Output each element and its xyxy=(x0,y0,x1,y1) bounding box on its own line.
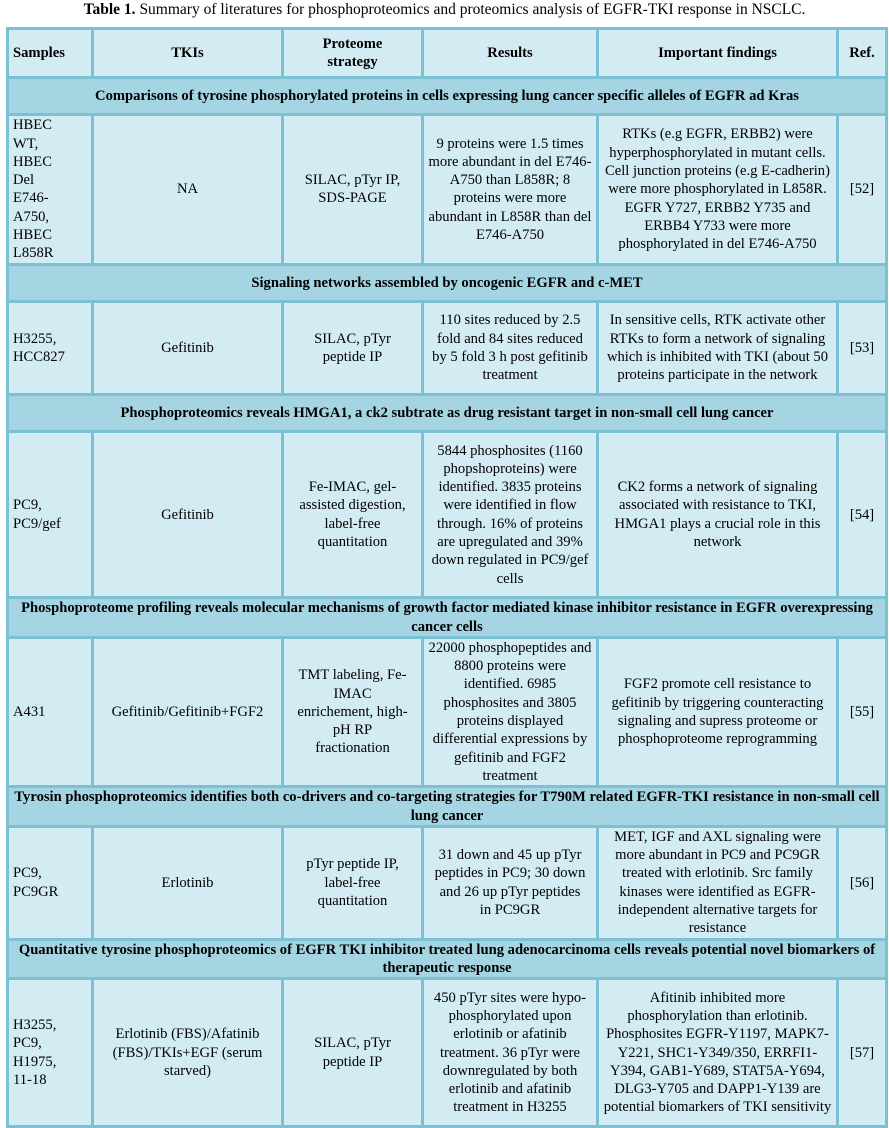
table-row xyxy=(8,979,887,1127)
header-tkis: TKIs xyxy=(93,29,283,78)
header-samples: Samples xyxy=(8,29,93,78)
literature-summary-table xyxy=(6,27,888,1128)
section-title: Quantitative tyrosine phosphoproteomics of EGFR TKI inhibitor treated lung adenocarcinoma cells reveals potential novel biomarkers of therapeutic response xyxy=(8,939,887,979)
cell-results: 22000 phosphopeptides and 8800 proteins were identified. 6985 phosphosites and 3805 proteins displayed differential expressions by gefitinib and FGF2 treatment xyxy=(423,637,598,786)
cell-strategy: Fe-IMAC, gel-assisted digestion, label-free quantitation xyxy=(283,432,423,598)
table-row xyxy=(8,826,887,939)
cell-tkis: Erlotinib xyxy=(93,826,283,939)
cell-findings: CK2 forms a network of signaling associated with resistance to TKI, HMGA1 plays a crucial role in this network xyxy=(598,432,838,598)
table-row xyxy=(8,115,887,264)
header-important-findings: Important findings xyxy=(598,29,838,78)
cell-results: 5844 phosphosites (1160 phopshoproteins) were identified. 3835 proteins were identified in flow through. 16% of proteins are upregulated and 39% down regulated in PC9/gef cells xyxy=(423,432,598,598)
section-title: Phosphoproteomics reveals HMGA1, a ck2 subtrate as drug resistant target in non-small cell lung cancer xyxy=(8,394,887,431)
cell-tkis: Gefitinib xyxy=(93,301,283,394)
section-title: Phosphoproteome profiling reveals molecular mechanisms of growth factor mediated kinase inhibitor resistance in EGFR overexpressing cancer cells xyxy=(8,598,887,638)
cell-samples: HBEC WT, HBEC Del E746-A750, HBEC L858R xyxy=(8,115,93,264)
section-title: Tyrosin phosphoproteomics identifies both co-drivers and co-targeting strategies for T790M related EGFR-TKI resistance in non-small cell lung cancer xyxy=(8,787,887,827)
table-caption xyxy=(0,0,889,20)
cell-strategy: SILAC, pTyr peptide IP xyxy=(283,301,423,394)
cell-ref: [55] xyxy=(838,637,887,786)
section-title: Signaling networks assembled by oncogenic EGFR and c-MET xyxy=(8,264,887,301)
cell-ref: [52] xyxy=(838,115,887,264)
cell-strategy: pTyr peptide IP, label-free quantitation xyxy=(283,826,423,939)
section-row xyxy=(8,787,887,827)
cell-results: 110 sites reduced by 2.5 fold and 84 sites reduced by 5 fold 3 h post gefitinib treatment xyxy=(423,301,598,394)
cell-results: 9 proteins were 1.5 times more abundant in del E746-A750 than L858R; 8 proteins were more abundant in L858R than del E746-A750 xyxy=(423,115,598,264)
cell-strategy: TMT labeling, Fe-IMAC enrichement, high-pH RP fractionation xyxy=(283,637,423,786)
cell-results: 31 down and 45 up pTyr peptides in PC9; 30 down and 26 up pTyr peptides in PC9GR xyxy=(423,826,598,939)
table-row xyxy=(8,432,887,598)
cell-ref: [53] xyxy=(838,301,887,394)
cell-ref: [56] xyxy=(838,826,887,939)
cell-ref: [54] xyxy=(838,432,887,598)
section-row xyxy=(8,78,887,115)
table-label: Table 1. xyxy=(83,1,136,18)
cell-tkis: Erlotinib (FBS)/Afatinib (FBS)/TKIs+EGF (serum starved) xyxy=(93,979,283,1127)
cell-results: 450 pTyr sites were hypo-phosphorylated upon erlotinib or afatinib treatment. 36 pTyr were downregulated by both erlotinib and afatinib treatment in H3255 xyxy=(423,979,598,1127)
caption-text: Summary of literatures for phosphoproteomics and proteomics analysis of EGFR-TKI response in NSCLC. xyxy=(135,1,806,18)
cell-ref: [57] xyxy=(838,979,887,1127)
cell-tkis: Gefitinib xyxy=(93,432,283,598)
cell-strategy: SILAC, pTyr peptide IP xyxy=(283,979,423,1127)
header-results: Results xyxy=(423,29,598,78)
section-title: Comparisons of tyrosine phosphorylated proteins in cells expressing lung cancer specific alleles of EGFR ad Kras xyxy=(8,78,887,115)
cell-findings: In sensitive cells, RTK activate other RTKs to form a network of signaling which is inhibited with TKI (about 50 proteins participate in the network xyxy=(598,301,838,394)
header-ref: Ref. xyxy=(838,29,887,78)
section-row xyxy=(8,939,887,979)
cell-samples: PC9, PC9GR xyxy=(8,826,93,939)
cell-tkis: NA xyxy=(93,115,283,264)
header-proteome-strategy: Proteome strategy xyxy=(283,29,423,78)
cell-findings: MET, IGF and AXL signaling were more abundant in PC9 and PC9GR treated with erlotinib. Src family kinases were identified as EGFR-independent alternative targets for resistance xyxy=(598,826,838,939)
cell-samples: H3255, HCC827 xyxy=(8,301,93,394)
cell-samples: A431 xyxy=(8,637,93,786)
section-row xyxy=(8,264,887,301)
table-row xyxy=(8,301,887,394)
table-row xyxy=(8,637,887,786)
section-row xyxy=(8,394,887,431)
cell-samples: PC9, PC9/gef xyxy=(8,432,93,598)
cell-findings: RTKs (e.g EGFR, ERBB2) were hyperphosphorylated in mutant cells. Cell junction proteins (e.g E-cadherin) were more phosphorylated in L858R. EGFR Y727, ERBB2 Y735 and ERBB4 Y733 were more phosphorylated in del E746-A750 xyxy=(598,115,838,264)
section-row xyxy=(8,598,887,638)
cell-findings: FGF2 promote cell resistance to gefitinib by triggering counteracting signaling and supress proteome or phosphoproteome reprogramming xyxy=(598,637,838,786)
cell-tkis: Gefitinib/Gefitinib+FGF2 xyxy=(93,637,283,786)
cell-strategy: SILAC, pTyr IP, SDS-PAGE xyxy=(283,115,423,264)
header-row xyxy=(8,29,887,78)
cell-findings: Afitinib inhibited more phosphorylation than erlotinib. Phosphosites EGFR-Y1197, MAPK7-Y221, SHC1-Y349/350, ERRFI1-Y394, GAB1-Y689, STAT5A-Y694, DLG3-Y705 and DAPP1-Y139 are potential biomarkers of TKI sensitivity xyxy=(598,979,838,1127)
cell-samples: H3255, PC9, H1975, 11-18 xyxy=(8,979,93,1127)
